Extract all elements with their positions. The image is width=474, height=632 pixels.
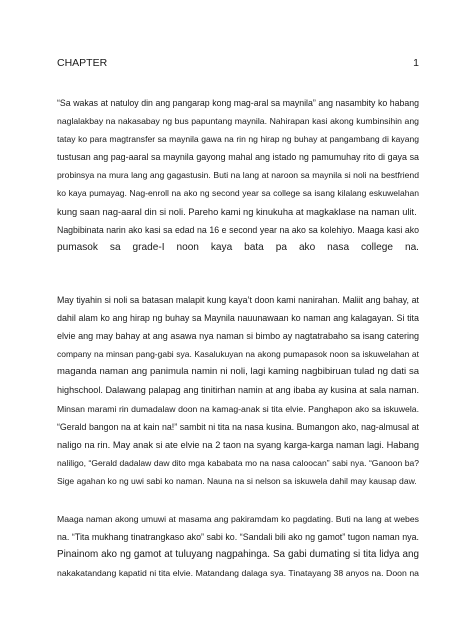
text-line: kung saan nag-aaral din si noli. Pareho kami ng kinukuha at magkaklase na naman ulit. — [57, 206, 417, 217]
page-header — [57, 56, 419, 70]
text-line: pumasok sa grade-I noon kaya bata pa ako nasa college na. — [57, 241, 419, 253]
text-line: dahil alam ko ang hirap ng buhay sa Maynila nauunawaan ko naman ang kalagayan. Si tita — [57, 313, 419, 324]
paragraph-2 — [57, 291, 419, 490]
chapter-heading: CHAPTER — [57, 57, 108, 69]
text-line: nakakatandang kapatid ni tita elvie. Matandang dalaga sya. Tinatayang 38 anyos na. Doon na — [57, 568, 419, 579]
text-line: May tiyahin si noli sa batasan malapit kung kaya’t doon kami nanirahan. Maliit ang bahay, at — [57, 295, 419, 305]
text-line: maganda naman ang panimula namin ni noli, lagi kaming nagbibiruan tulad ng dati sa — [57, 366, 419, 378]
text-line: Nagbibinata narin ako kasi sa edad na 16 e second year na ako sa kolehiyo. Maaga kasi ako — [57, 224, 419, 235]
text-line: Pinainom ako ng gamot at tuluyang nagpahinga. Sa gabi dumating si tita lidya ang — [57, 549, 419, 561]
text-line: Sige agahan ko ng uwi sabi ko naman. Nauna na si nelson sa iskuwela dahil may kausap daw. — [57, 475, 417, 486]
paragraph-3 — [57, 510, 419, 582]
text-line: elvie ang may bahay at ang asawa nya naman si bimbo ay nagtatrabaho sa isang catering — [57, 331, 419, 342]
text-line: Maaga naman akong umuwi at masama ang pakiramdam ko pagdating. Buti na lang at webes — [57, 514, 419, 524]
text-line: na. “Tita mukhang tinatrangkaso ako” sabi ko. “Sandali bili ako ng gamot” tugon naman nya. — [57, 532, 419, 543]
text-line: tatay ko para magtransfer sa maynila gawa na rin ng hirap ng buhay at pangambang di kayang — [57, 134, 419, 145]
text-line: naliligo, “Gerald dadalaw daw dito mga kababata mo na nasa caloocan” sabi nya. “Ganoon ba? — [57, 457, 419, 468]
text-line: tustusan ang pag-aaral sa maynila gayong mahal ang istado ng pamumuhay rito di gaya sa — [57, 152, 419, 163]
text-line: highschool. Dalawang palapag ang tinitirhan namin at ang ibaba ay kusina at sala naman. — [57, 385, 419, 396]
text-line: “Gerald bangon na at kain na!” sambit ni tita na nasa kusina. Bumangon ako, nag-almusal at — [57, 421, 419, 432]
page-number: 1 — [413, 57, 419, 69]
text-line: ko kaya pumayag. Nag-enroll na ako ng second year sa college sa isang kilalang eskuwelahan — [57, 188, 419, 199]
text-line: naglalakbay na nakasabay ng bus papuntang maynila. Nahirapan kasi akong kumbinsihin ang — [57, 116, 419, 127]
paragraph-1 — [57, 94, 419, 257]
text-line: Minsan marami rin dumadalaw doon na kamag-anak si tita elvie. Panghapon ako sa iskuwela. — [57, 403, 419, 414]
text-line: probinsya na mura lang ang gagastusin. Buti na lang at naroon sa maynila si noli na bestfriend — [57, 170, 419, 181]
text-line: company na minsan pang-gabi sya. Kasalukuyan na akong pumapasok noon sa iskuwelahan at — [57, 349, 419, 360]
text-line: naligo na rin. May anak si ate elvie na 2 taon na syang karga-karga naman lagi. Habang — [57, 439, 419, 450]
text-line: “Sa wakas at natuloy din ang pangarap kong mag-aral sa maynila” ang nasambity ko habang — [57, 98, 419, 108]
